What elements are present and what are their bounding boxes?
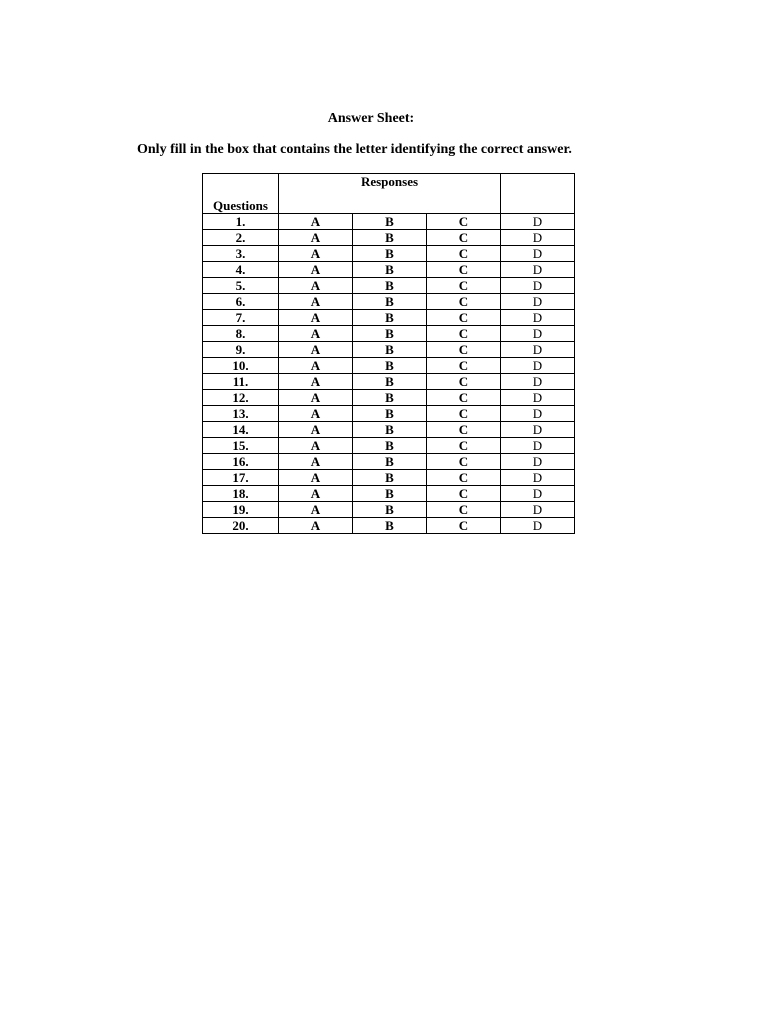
option-b-box[interactable]: B <box>353 294 427 310</box>
option-b-box[interactable]: B <box>353 374 427 390</box>
option-a-box[interactable]: A <box>279 246 353 262</box>
question-number: 3. <box>203 246 279 262</box>
table-row <box>203 486 575 502</box>
option-d-box[interactable]: D <box>501 278 575 294</box>
table-row <box>203 230 575 246</box>
option-d-box[interactable]: D <box>501 454 575 470</box>
option-a-box[interactable]: A <box>279 294 353 310</box>
option-b-box[interactable]: B <box>353 502 427 518</box>
option-c-box[interactable]: C <box>427 422 501 438</box>
option-c-box[interactable]: C <box>427 438 501 454</box>
option-c-box[interactable]: C <box>427 342 501 358</box>
table-row <box>203 470 575 486</box>
option-d-box[interactable]: D <box>501 262 575 278</box>
option-c-box[interactable]: C <box>427 406 501 422</box>
blank-header-cell <box>501 174 575 214</box>
responses-header: Responses <box>279 174 501 214</box>
table-row <box>203 390 575 406</box>
option-a-box[interactable]: A <box>279 518 353 534</box>
page-title: Answer Sheet: <box>327 111 415 126</box>
table-row <box>203 342 575 358</box>
question-number: 10. <box>203 358 279 374</box>
question-number: 14. <box>203 422 279 438</box>
table-row <box>203 422 575 438</box>
option-b-box[interactable]: B <box>353 518 427 534</box>
option-c-box[interactable]: C <box>427 470 501 486</box>
question-number: 6. <box>203 294 279 310</box>
option-b-box[interactable]: B <box>353 246 427 262</box>
option-a-box[interactable]: A <box>279 262 353 278</box>
question-number: 15. <box>203 438 279 454</box>
question-number: 5. <box>203 278 279 294</box>
option-d-box[interactable]: D <box>501 294 575 310</box>
option-a-box[interactable]: A <box>279 326 353 342</box>
answer-table-body <box>203 174 575 534</box>
table-row <box>203 278 575 294</box>
option-d-box[interactable]: D <box>501 502 575 518</box>
option-a-box[interactable]: A <box>279 214 353 230</box>
option-b-box[interactable]: B <box>353 406 427 422</box>
table-row <box>203 326 575 342</box>
option-b-box[interactable]: B <box>353 422 427 438</box>
option-c-box[interactable]: C <box>427 374 501 390</box>
answer-table <box>202 173 575 534</box>
option-a-box[interactable]: A <box>279 470 353 486</box>
option-b-box[interactable]: B <box>353 310 427 326</box>
table-row <box>203 374 575 390</box>
table-row <box>203 214 575 230</box>
question-number: 1. <box>203 214 279 230</box>
table-row <box>203 310 575 326</box>
option-a-box[interactable]: A <box>279 454 353 470</box>
option-a-box[interactable]: A <box>279 438 353 454</box>
option-c-box[interactable]: C <box>427 278 501 294</box>
option-d-box[interactable]: D <box>501 246 575 262</box>
option-d-box[interactable]: D <box>501 230 575 246</box>
option-d-box[interactable]: D <box>501 406 575 422</box>
question-number: 13. <box>203 406 279 422</box>
option-d-box[interactable]: D <box>501 310 575 326</box>
question-number: 8. <box>203 326 279 342</box>
question-number: 17. <box>203 470 279 486</box>
option-c-box[interactable]: C <box>427 502 501 518</box>
option-d-box[interactable]: D <box>501 422 575 438</box>
option-d-box[interactable]: D <box>501 470 575 486</box>
table-row <box>203 246 575 262</box>
option-d-box[interactable]: D <box>501 342 575 358</box>
option-c-box[interactable]: C <box>427 214 501 230</box>
question-number: 9. <box>203 342 279 358</box>
question-number: 7. <box>203 310 279 326</box>
option-a-box[interactable]: A <box>279 422 353 438</box>
table-header-row <box>203 174 575 214</box>
option-d-box[interactable]: D <box>501 358 575 374</box>
option-b-box[interactable]: B <box>353 470 427 486</box>
table-row <box>203 518 575 534</box>
question-number: 2. <box>203 230 279 246</box>
option-b-box[interactable]: B <box>353 230 427 246</box>
option-c-box[interactable]: C <box>427 486 501 502</box>
option-a-box[interactable]: A <box>279 230 353 246</box>
question-number: 16. <box>203 454 279 470</box>
question-number: 19. <box>203 502 279 518</box>
table-row <box>203 502 575 518</box>
option-c-box[interactable]: C <box>427 246 501 262</box>
instructions-text: Only fill in the box that contains the letter identifying the correct answer. <box>137 142 572 157</box>
option-d-box[interactable]: D <box>501 326 575 342</box>
option-c-box[interactable]: C <box>427 294 501 310</box>
table-row <box>203 438 575 454</box>
option-c-box[interactable]: C <box>427 518 501 534</box>
table-row <box>203 454 575 470</box>
option-a-box[interactable]: A <box>279 374 353 390</box>
option-b-box[interactable]: B <box>353 326 427 342</box>
option-b-box[interactable]: B <box>353 390 427 406</box>
question-number: 12. <box>203 390 279 406</box>
option-c-box[interactable]: C <box>427 454 501 470</box>
option-b-box[interactable]: B <box>353 486 427 502</box>
option-b-box[interactable]: B <box>353 214 427 230</box>
option-d-box[interactable]: D <box>501 438 575 454</box>
option-b-box[interactable]: B <box>353 454 427 470</box>
option-a-box[interactable]: A <box>279 310 353 326</box>
option-c-box[interactable]: C <box>427 326 501 342</box>
option-a-box[interactable]: A <box>279 502 353 518</box>
question-number: 20. <box>203 518 279 534</box>
option-d-box[interactable]: D <box>501 214 575 230</box>
option-a-box[interactable]: A <box>279 278 353 294</box>
question-number: 4. <box>203 262 279 278</box>
option-c-box[interactable]: C <box>427 358 501 374</box>
option-c-box[interactable]: C <box>427 262 501 278</box>
option-a-box[interactable]: A <box>279 342 353 358</box>
option-b-box[interactable]: B <box>353 262 427 278</box>
option-b-box[interactable]: B <box>353 278 427 294</box>
option-c-box[interactable]: C <box>427 390 501 406</box>
option-c-box[interactable]: C <box>427 230 501 246</box>
option-a-box[interactable]: A <box>279 358 353 374</box>
option-d-box[interactable]: D <box>501 486 575 502</box>
option-d-box[interactable]: D <box>501 374 575 390</box>
table-row <box>203 406 575 422</box>
option-d-box[interactable]: D <box>501 518 575 534</box>
table-row <box>203 294 575 310</box>
option-a-box[interactable]: A <box>279 486 353 502</box>
option-b-box[interactable]: B <box>353 438 427 454</box>
question-number: 11. <box>203 374 279 390</box>
option-a-box[interactable]: A <box>279 390 353 406</box>
option-c-box[interactable]: C <box>427 310 501 326</box>
option-d-box[interactable]: D <box>501 390 575 406</box>
questions-header: Questions <box>203 174 279 214</box>
option-a-box[interactable]: A <box>279 406 353 422</box>
option-b-box[interactable]: B <box>353 342 427 358</box>
table-row <box>203 358 575 374</box>
table-row <box>203 262 575 278</box>
option-b-box[interactable]: B <box>353 358 427 374</box>
question-number: 18. <box>203 486 279 502</box>
